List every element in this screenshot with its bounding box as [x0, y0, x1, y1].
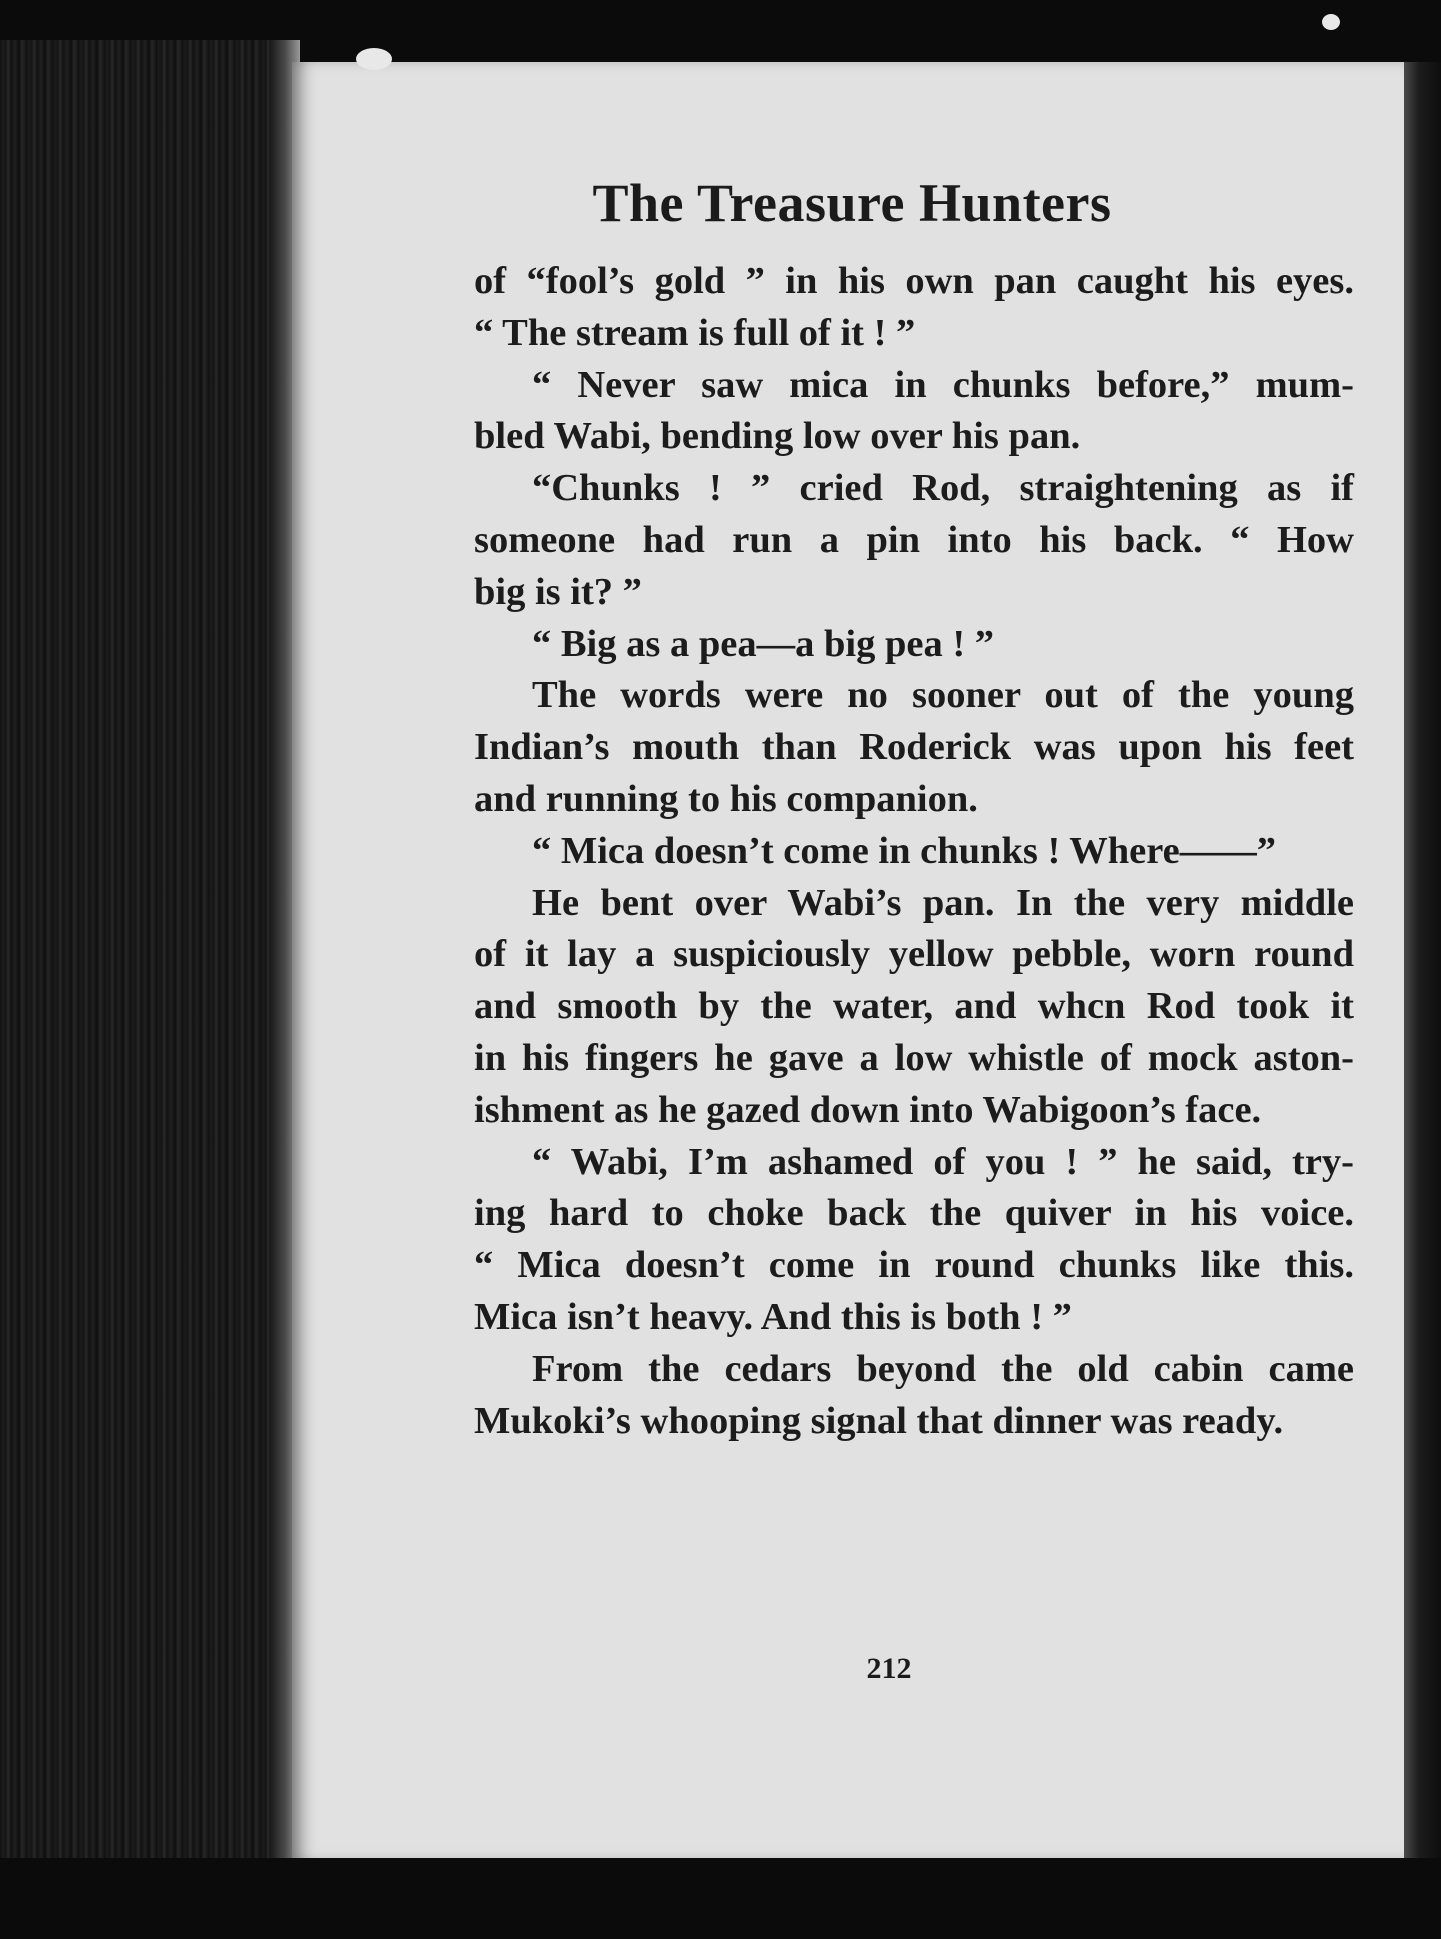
text-line: and smooth by the water, and whcn Rod took it [474, 985, 1354, 1028]
dust-speck [1322, 14, 1340, 30]
text-line: “ Mica doesn’t come in round chunks like this. [474, 1244, 1354, 1287]
dust-speck [356, 48, 392, 70]
body-text [474, 256, 1354, 1447]
text-line: and running to his companion. [474, 777, 978, 820]
text-line: Mica isn’t heavy. And this is both ! ” [474, 1295, 1072, 1338]
text-line: “Chunks ! ” cried Rod, straightening as if [532, 467, 1354, 510]
book-spine-shadow [0, 40, 300, 1890]
scan-right-border [1404, 62, 1441, 1862]
page-number: 212 [866, 1652, 912, 1685]
text-line: “ Mica doesn’t come in chunks ! Where——” [532, 829, 1276, 872]
text-line: someone had run a pin into his back. “ How [474, 518, 1354, 561]
running-head: The Treasure Hunters [592, 173, 1112, 233]
text-line: “ The stream is full of it ! ” [474, 311, 916, 354]
text-line: “ Never saw mica in chunks before,” mum- [532, 363, 1354, 406]
text-line: of it lay a suspiciously yellow pebble, worn round [474, 933, 1354, 976]
text-line: Indian’s mouth than Roderick was upon his feet [474, 726, 1354, 769]
text-line: “ Big as a pea—a big pea ! ” [532, 622, 995, 665]
text-line: in his fingers he gave a low whistle of mock aston- [474, 1036, 1354, 1079]
text-line: bled Wabi, bending low over his pan. [474, 415, 1081, 458]
text-line: Mukoki’s whooping signal that dinner was ready. [474, 1399, 1284, 1442]
text-line: of “fool’s gold ” in his own pan caught his eyes. [474, 260, 1354, 302]
scan-bottom-border [0, 1858, 1441, 1939]
text-line: big is it? ” [474, 570, 642, 613]
text-line: ishment as he gazed down into Wabigoon’s face. [474, 1088, 1262, 1131]
text-line: ing hard to choke back the quiver in his voice. [474, 1192, 1354, 1235]
text-line: From the cedars beyond the old cabin came [532, 1347, 1354, 1390]
text-line: The words were no sooner out of the young [532, 674, 1354, 717]
text-line: “ Wabi, I’m ashamed of you ! ” he said, try- [532, 1140, 1354, 1183]
text-line: He bent over Wabi’s pan. In the very middle [532, 881, 1354, 924]
